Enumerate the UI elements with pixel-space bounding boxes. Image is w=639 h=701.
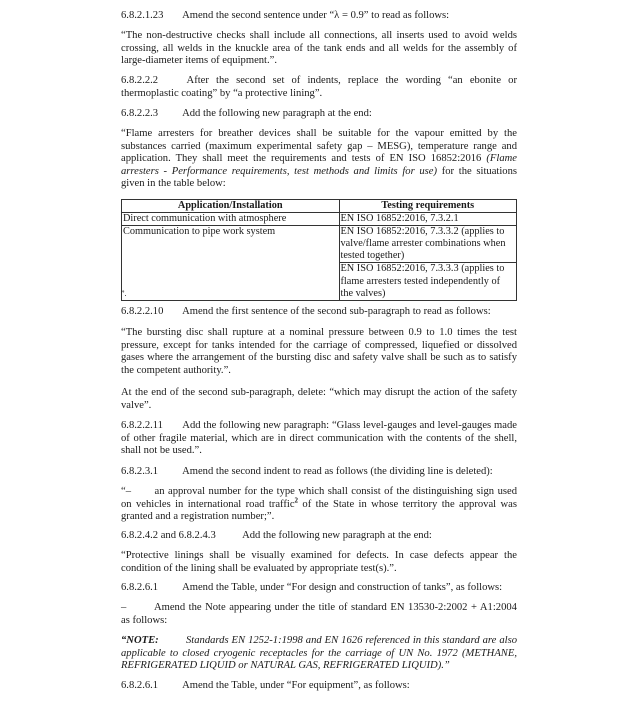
section-instruction: Add the following new paragraph at the end: (182, 108, 372, 119)
section-number: 6.8.2.6.1 (121, 582, 159, 593)
note-label: “NOTE: (121, 635, 159, 646)
flame-arresters-text-end: for the situations given in the table below: (121, 165, 517, 190)
para-6-8-2-6-1-equipment (121, 680, 517, 693)
standard-title-italic: (Flame arresters - Performance requirements, test methods and limits for use) (121, 153, 517, 177)
para-6-8-2-3-1 (121, 466, 517, 479)
section-instruction: After the second set of indents, replace the wording “an ebonite or thermoplastic coating” by “a protective lining”. (121, 75, 517, 99)
section-instruction: Amend the second indent to read as follows (the dividing line is deleted): (182, 466, 493, 477)
section-instruction: Amend the first sentence of the second sub-paragraph to read as follows: (182, 306, 491, 317)
quoted-protective-linings: “Protective linings shall be visually examined for defects. In case defects appear the condition of the lining shall be evaluated by appropriate test(s).”. (121, 550, 517, 574)
quoted-note (121, 635, 517, 673)
flame-arresters-text: “Flame arresters for breather devices shall be suitable for the vapour emitted by the substances carried (maximum experimental safety gap – MESG), temperature range and application. They shall meet the requirements and tests of EN ISO 16852:2016 (121, 128, 517, 165)
section-number: 6.8.2.2.2 (121, 75, 159, 86)
amend-note-instruction (121, 602, 517, 627)
table-row (122, 226, 517, 263)
testing-requirements-table (121, 199, 517, 301)
section-instruction: Amend the Table, under “For equipment”, as follows: (182, 680, 410, 691)
header-testing: Testing requirements (339, 200, 517, 213)
section-instruction: Amend the second sentence under “λ = 0.9” to read as follows: (182, 10, 450, 21)
para-6-8-2-1-23 (121, 10, 517, 23)
para-6-8-2-2-3 (121, 108, 517, 121)
section-number: 6.8.2.3.1 (121, 466, 159, 477)
amend-note-text: Amend the Note appearing under the title of standard EN 13530-2:2002 + A1:2004 as follows: (121, 602, 517, 626)
section-number: 6.8.2.4.2 and 6.8.2.4.3 (121, 530, 216, 541)
indent-dash: – (121, 602, 127, 613)
section-number: 6.8.2.2.11 (121, 420, 163, 431)
quoted-bursting-disc: “The bursting disc shall rupture at a nominal pressure between 0.9 to 1.0 times the test pressure, except for tanks intended for the carriage of compressed, liquefied or dissolved gases where the arrangement of the bursting disc and safety valve shall be such as to satisfy the competent authority.”. (121, 327, 517, 376)
cell-application: Direct communication with atmosphere (122, 213, 340, 226)
section-number: 6.8.2.2.10 (121, 306, 164, 317)
note-text: Standards EN 1252-1:1998 and EN 1626 referenced in this standard are also applicable to closed cryogenic receptacles for the carriage of UN No. 1972 (METHANE, REFRIGERATED LIQUID or NATURAL GAS, REFRIGERATED LIQUID).” (121, 635, 517, 672)
cell-application: Communication to pipe work system (122, 226, 340, 263)
quoted-flame-arresters (121, 128, 517, 191)
approval-text: an approval number for the type which shall consist of the distinguishing sign used on vehicles in international road traffic (121, 486, 517, 510)
section-instruction: Add the following new paragraph: “Glass level-gauges and level-gauges made of other fragile material, which are in direct communication with the contents of the shell, shall not be used.”. (121, 420, 517, 457)
table-header-row (122, 200, 517, 213)
para-6-8-2-6-1-design (121, 582, 517, 595)
section-instruction: Amend the Table, under “For design and construction of tanks”, as follows: (182, 582, 503, 593)
para-6-8-2-4-2-and-3 (121, 530, 517, 543)
section-number: 6.8.2.6.1 (121, 680, 159, 691)
para-6-8-2-2-11 (121, 420, 517, 458)
quoted-nondestructive-checks: “The non-destructive checks shall include all connections, all inserts used to avoid welds crossing, all welds in the knuckle area of the tank ends and all welds for the assembly of large-diameter items of equipment.”. (121, 30, 517, 67)
cell-testing: EN ISO 16852:2016, 7.3.2.1 (339, 213, 517, 226)
para-6-8-2-2-2 (121, 75, 517, 100)
closing-quote: ”. (121, 289, 127, 298)
footnote-marker: 2 (294, 496, 299, 505)
indent-dash: “– (121, 486, 131, 497)
section-number: 6.8.2.2.3 (121, 108, 159, 119)
para-6-8-2-2-10 (121, 306, 517, 319)
header-application: Application/Installation (122, 200, 340, 213)
section-number: 6.8.2.1.23 (121, 10, 164, 21)
cell-testing: EN ISO 16852:2016, 7.3.3.2 (applies to valve/flame arrester combinations when tested together) (339, 226, 517, 263)
quoted-approval-number (121, 486, 517, 524)
delete-instruction: At the end of the second sub-paragraph, delete: “which may disrupt the action of the safety valve”. (121, 387, 517, 411)
approval-text-end: of the State in whose territory the approval was granted and a registration number;”. (121, 498, 517, 523)
section-instruction: Add the following new paragraph at the end: (242, 530, 432, 541)
cell-testing: EN ISO 16852:2016, 7.3.3.3 (applies to flame arresters tested independently of the valves) (339, 263, 517, 300)
table-row (122, 213, 517, 226)
